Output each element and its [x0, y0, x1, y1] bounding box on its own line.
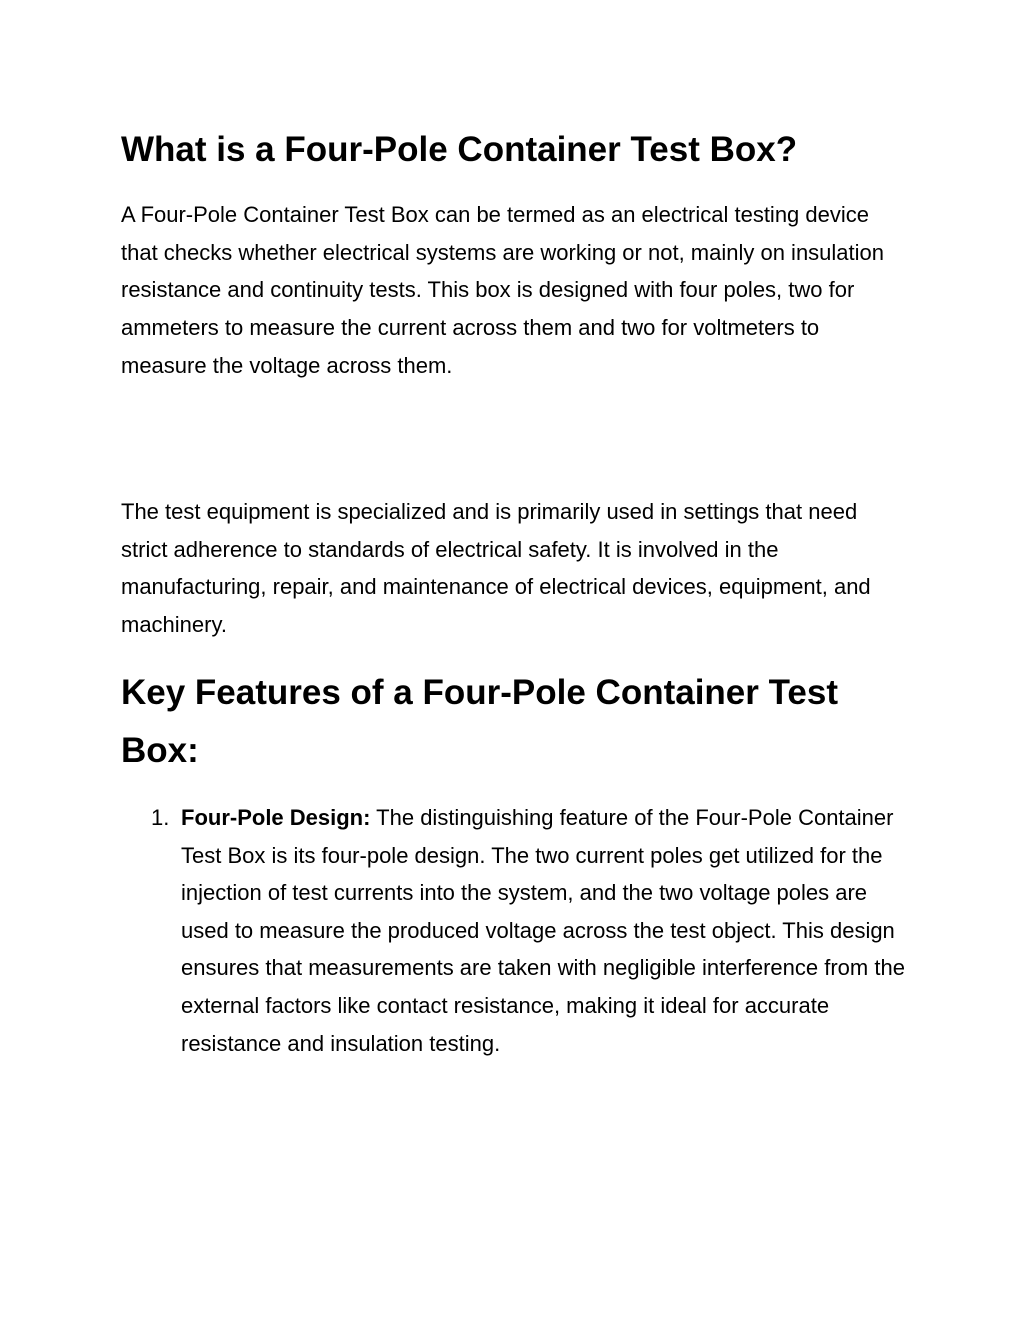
features-list [121, 799, 911, 1062]
features-heading: Key Features of a Four-Pole Container Test Box: [121, 673, 838, 770]
usage-paragraph: The test equipment is specialized and is primarily used in settings that need strict adherence to standards of electrical safety. It is involved in the manufacturing, repair, and maintenance of electrical devices, equipment, and machinery. [121, 499, 871, 638]
list-item-term: Four-Pole Design: [181, 805, 371, 830]
intro-paragraph: A Four-Pole Container Test Box can be termed as an electrical testing device that checks whether electrical systems are working or not, mainly on insulation resistance and continuity tests. This box is designed with four poles, two for ammeters to measure the current across them and two for voltmeters to measure the voltage across them. [121, 202, 885, 378]
list-item [121, 799, 911, 1062]
list-item-number: 1. [151, 805, 170, 830]
main-heading: What is a Four-Pole Container Test Box? [121, 130, 798, 169]
list-item-text: The distinguishing feature of the Four-Pole Container Test Box is its four-pole design. The two current poles get utilized for the injection of test currents into the system, and the two voltage poles are used to measure the produced voltage across the test object. This design ensures that measurements are taken with negligible interference from the external factors like contact resistance, making it ideal for accurate resistance and insulation testing. [181, 805, 905, 1056]
